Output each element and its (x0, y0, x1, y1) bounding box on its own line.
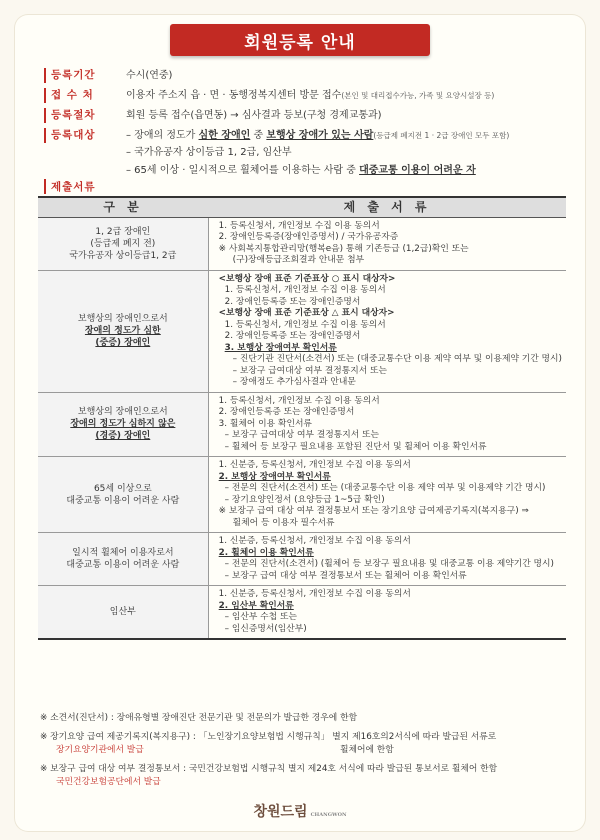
category-cell (38, 586, 208, 640)
info-value: 회원 등록 접수(읍면동) → 심사결과 등보(구청 경제교통과) (126, 110, 382, 121)
documents-cell (208, 533, 566, 586)
category-cell (38, 392, 208, 457)
category-cell (38, 533, 208, 586)
note-2-lower (40, 744, 570, 757)
reception-note: (본인 및 대리접수가능, 가족 및 요양시설장 등) (341, 91, 495, 100)
target-text: 중 (250, 130, 267, 141)
note-2 (40, 731, 570, 757)
info-target (44, 128, 564, 143)
info-key: 등록절차 (44, 108, 126, 123)
document-item: 2. 장애인등록증 또는 장애인증명서 (224, 296, 361, 307)
table-body (38, 217, 566, 639)
table-row (38, 270, 566, 392)
document-item: ※ 사회복지통합관리망(행복e음) 통해 기존등급 (1,2급)확인 또는 (218, 243, 469, 254)
table-header-row (38, 197, 566, 217)
table-row (38, 586, 566, 640)
info-value (126, 128, 564, 143)
reception-text: 이용자 주소지 읍 · 면 · 동행정복지센터 방문 접수 (126, 90, 342, 101)
document-item: 2. 임산부 확인서류 (218, 600, 294, 611)
info-reception (44, 88, 564, 103)
document-item: 3. 보행상 장애여부 확인서류 (224, 342, 337, 353)
document-item: (구)장애등급조회결과 안내문 첨부 (232, 255, 365, 265)
table-row (38, 217, 566, 270)
info-procedure (44, 108, 564, 123)
category-line: 대중교통 이용이 어려운 사람 (66, 560, 180, 570)
document-item: 1. 등록신청서, 개인정보 수집 이용 동의서 (218, 220, 380, 231)
document-item: – 전문의 진단서(소견서) 또는 (대중교통수단 이용 제약 여부 및 이용제약 기간 명시) (224, 483, 546, 493)
target-bullet: – (126, 130, 135, 141)
note-3-text: ※ 보장구 급여 대상 여부 결정통보서 : 국민건강보험법 시행규칙 별지 제24호 서식에 따라 발급된 통보서로 휠체어 한함 (40, 764, 498, 774)
category-line: 장애의 정도가 심한 (84, 326, 161, 336)
document-item: 2. 휠체어 이용 확인서류 (218, 547, 314, 558)
document-item: – 장애정도 추가심사결과 안내문 (232, 377, 356, 387)
logo-text: 창원드림 (253, 804, 308, 820)
target-line-2: – 국가유공자 상이등급 1, 2급, 임산부 (126, 147, 292, 158)
target-text: – 65세 이상 · 일시적으로 휠체어를 이용하는 사람 중 (126, 165, 360, 176)
document-item: 2. 장애인등록증 또는 장애인증명서 (218, 407, 355, 417)
documents-cell (208, 457, 566, 533)
document-item: 1. 등록신청서, 개인정보 수집 이용 동의서 (218, 395, 380, 406)
documents-cell (208, 217, 566, 270)
category-line: (등급제 폐지 전) (90, 238, 156, 249)
target-text: 장애의 정도가 (134, 130, 199, 141)
info-value: 수시(연중) (126, 70, 173, 81)
info-period (44, 68, 564, 83)
note-2-cont: 휠체어에 한함 (340, 745, 394, 755)
document-item: <보행상 장애 표준 기준표상 △ 표시 대상자> (218, 308, 395, 318)
document-item: – 임산부 수첩 또는 (224, 612, 297, 622)
document-item: 1. 신분증, 등록신청서, 개인정보 수집 이용 동의서 (218, 589, 411, 599)
document-item: – 임신증명서(임산부) (224, 623, 307, 634)
logo-sub: CHANGWON (310, 812, 347, 818)
target-emphasis: 보행상 장애가 있는 사람 (266, 130, 374, 141)
category-cell (38, 457, 208, 533)
category-cell (38, 217, 208, 270)
category-line: 65세 이상으로 (93, 483, 152, 494)
document-item: 2. 보행상 장애여부 확인서류 (218, 471, 331, 482)
note-3 (40, 763, 570, 789)
category-line: 대중교통 이용이 어려운 사람 (66, 495, 180, 506)
info-key: 등록기간 (44, 68, 126, 83)
target-note: (등급제 폐지전 1 · 2급 장애인 모두 포함) (373, 131, 510, 140)
category-line: 일시적 휠체어 이용자로서 (72, 548, 174, 558)
document-item: 3. 휠체어 이용 확인서류 (218, 418, 312, 429)
table-row (38, 392, 566, 457)
column-header-documents: 제 출 서 류 (208, 197, 566, 217)
documents-cell (208, 586, 566, 640)
notes-section (40, 712, 570, 795)
category-cell (38, 270, 208, 392)
document-item: 2. 장애인등록증 또는 장애인증명서 (224, 331, 361, 341)
target-line-3 (126, 163, 564, 178)
document-item: ※ 보장구 급여 대상 여부 결정통보서 또는 장기요양 급여제공기록지(복지용구) ⇒ (218, 506, 529, 516)
category-line: 임산부 (109, 607, 136, 617)
note-2-text: ※ 장기요양 급여 제공기록지(복지용구) : 「노인장기요양보험법 시행규칙」 별지 제16호의2서식에 따라 발급된 서류로 (40, 732, 497, 742)
column-header-category: 구 분 (38, 197, 208, 217)
documents-cell (208, 392, 566, 457)
documents-table (38, 196, 566, 640)
category-line: 1, 2급 장애인 (95, 226, 151, 237)
category-line: 보행상의 장애인으로서 (77, 314, 168, 324)
document-item: 1. 신분증, 등록신청서, 개인정보 수집 이용 동의서 (218, 460, 411, 470)
table-row (38, 533, 566, 586)
category-line: (중증) 장애인 (95, 338, 151, 348)
info-key: 등록대상 (44, 128, 126, 143)
info-value (126, 88, 564, 103)
docs-heading: 제출서류 (44, 179, 96, 194)
document-item: – 보장구 급여대상 여부 결정통지서 또는 (232, 365, 388, 376)
target-emphasis: 심한 장애인 (198, 130, 251, 141)
document-item: 휠체어 등 이용자 필수서류 (232, 517, 335, 528)
category-line: 보행상의 장애인으로서 (77, 407, 168, 418)
document-item: – 휠체어 등 보장구 필요내용 포함된 진단서 및 휠체어 이용 확인서류 (224, 441, 487, 452)
category-line: 장애의 정도가 심하지 않은 (70, 419, 176, 430)
note-3-issuer: 국민건강보험공단에서 발급 (56, 777, 161, 787)
document-item: – 장기요양인정서 (요양등급 1~5급 확인) (224, 494, 385, 505)
documents-cell (208, 270, 566, 392)
table-row (38, 457, 566, 533)
document-item: – 전문의 진단서(소견서) (휠체어 등 보장구 필요내용 및 대중교통 이용 제약기간 명시) (224, 559, 554, 569)
category-line: (경증) 장애인 (95, 431, 151, 442)
info-section (44, 68, 564, 181)
document-item: – 보장구 급여 대상 여부 결정통보서 또는 휠체어 이용 확인서류 (224, 570, 467, 581)
document-item: 1. 등록신청서, 개인정보 수집 이용 동의서 (224, 285, 386, 295)
document-item: 1. 신분증, 등록신청서, 개인정보 수집 이용 동의서 (218, 536, 411, 546)
changwon-logo (250, 800, 350, 822)
category-line: 국가유공자 상이등급1, 2급 (69, 250, 177, 261)
page-title: 회원등록 안내 (170, 24, 430, 56)
document-item: 2. 장애인등록증(장애인증명서) / 국가유공자증 (218, 232, 399, 242)
note-2-issuer: 장기요양기관에서 발급 (56, 745, 144, 755)
document-item: 1. 등록신청서, 개인정보 수집 이용 동의서 (224, 319, 386, 330)
document-item: – 진단기관 진단서(소견서) 또는 (대중교통수단 이용 제약 여부 및 이용제약 기간 명시) (232, 354, 562, 364)
target-emphasis: 대중교통 이용이 어려운 자 (359, 165, 476, 176)
document-item: – 보장구 급여대상 여부 결정통지서 또는 (224, 430, 380, 440)
document-item: <보행상 장애 표준 기준표상 ○ 표시 대상자> (218, 273, 396, 284)
note-1: ※ 소견서(진단서) : 장애유형별 장애진단 전문기관 및 전문의가 발급한 경우에 한함 (40, 713, 358, 723)
info-key: 접 수 처 (44, 88, 126, 103)
